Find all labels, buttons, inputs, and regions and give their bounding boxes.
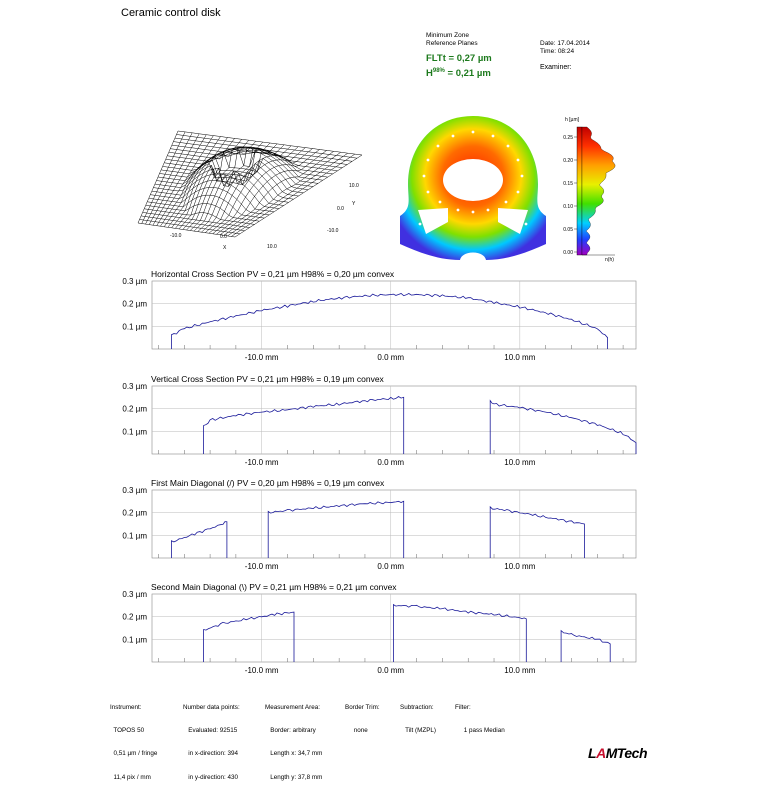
measurement-dot xyxy=(517,191,520,194)
instrument-fringe: 0,51 µm / fringe xyxy=(110,750,158,758)
mesh-line xyxy=(205,148,305,233)
x-tick-label: -10.0 mm xyxy=(244,666,279,675)
area-border: Border: arbitrary xyxy=(265,726,316,734)
x-tick-label: -10.0 mm xyxy=(244,353,279,362)
measurement-dot xyxy=(457,209,460,212)
y-tick-label: 0.1 µm xyxy=(122,427,147,437)
colorbar-tick: 0.15 xyxy=(563,181,573,187)
height-colorbar xyxy=(535,115,635,265)
measurement-dot xyxy=(487,209,490,212)
mesh-line xyxy=(175,138,352,161)
h98-sup: 98% xyxy=(432,68,445,74)
y-tick-label: 0.1 µm xyxy=(122,635,147,645)
measurement-dot xyxy=(452,135,455,138)
instrument-model: TOPOS 50 xyxy=(110,726,145,734)
y-tick-label: 0.2 µm xyxy=(122,612,147,622)
profile-segment-3 xyxy=(561,631,610,662)
colorbar-scale xyxy=(577,127,582,255)
x-tick-label: 0.0 mm xyxy=(377,562,405,571)
y-tick-label: 0.3 µm xyxy=(122,277,147,286)
filter-heading: Filter: xyxy=(455,703,471,711)
measurement-dot xyxy=(505,201,508,204)
chart-title: Second Main Diagonal (\) PV = 0,21 µm H98% = 0,21 µm convex xyxy=(151,582,397,592)
lamtech-logo xyxy=(588,745,647,761)
measurement-dot xyxy=(472,211,475,214)
x-tick-label: -10.0 mm xyxy=(244,562,279,571)
data-points-y: in y-direction: 430 xyxy=(183,773,238,781)
profile-segment-1 xyxy=(204,612,294,662)
y-tick-label: 0.3 µm xyxy=(122,590,147,599)
plot-frame xyxy=(152,490,636,558)
cross-section-chart-2 xyxy=(0,373,767,478)
profile-segment-2 xyxy=(268,501,404,558)
logo-l: L xyxy=(588,745,597,761)
area-length-y: Length y: 37,8 mm xyxy=(265,773,323,781)
measurement-dot xyxy=(439,201,442,204)
x-tick-3: 10.0 xyxy=(267,244,277,250)
mesh-line xyxy=(164,147,318,183)
y-axis-label: Y xyxy=(352,201,356,207)
x-tick-label: 0.0 mm xyxy=(377,666,405,675)
logo-m: M xyxy=(605,745,617,761)
measurement-dot xyxy=(507,145,510,148)
measurement-dot xyxy=(521,175,524,178)
chart-title: Horizontal Cross Section PV = 0,21 µm H98% = 0,20 µm convex xyxy=(151,269,395,279)
mesh-line xyxy=(144,209,254,225)
y-tick-label: 0.2 µm xyxy=(122,404,147,414)
plot-frame xyxy=(152,386,636,454)
mesh-line xyxy=(194,145,284,231)
page-title: Ceramic control disk xyxy=(121,7,221,19)
mesh-line xyxy=(177,135,358,159)
mesh-line xyxy=(220,151,334,235)
mesh-line xyxy=(216,150,326,234)
center-hole xyxy=(443,159,503,201)
footer-subtraction xyxy=(400,688,436,743)
cross-section-chart-1 xyxy=(0,268,767,373)
colorbar-tick: 0.25 xyxy=(563,135,573,141)
ref-line-2: Reference Planes xyxy=(426,40,478,47)
y-tick-label: 0.1 µm xyxy=(122,531,147,541)
mesh-line xyxy=(198,146,292,232)
x-tick-label: 0.0 mm xyxy=(377,458,405,467)
y-tick-label: 0.2 µm xyxy=(122,508,147,518)
time-text: Time: 08:24 xyxy=(540,48,575,55)
border-trim-value: none xyxy=(345,726,368,734)
logo-tech: Tech xyxy=(616,745,648,761)
mesh-line xyxy=(213,150,320,234)
x-tick-2: 0.0 xyxy=(220,234,227,240)
ref-line-1: Minimum Zone xyxy=(426,32,469,39)
measurement-dot xyxy=(517,159,520,162)
colorbar-tick: 0.20 xyxy=(563,158,573,164)
h98-prefix: H xyxy=(426,68,433,80)
x-tick-label: -10.0 mm xyxy=(244,458,279,467)
filter-value: 1 pass Median xyxy=(455,726,505,734)
measurement-dot xyxy=(437,145,440,148)
footer-border-trim xyxy=(345,688,380,743)
y-tick-2: 0.0 xyxy=(337,206,344,212)
y-tick-3: -10.0 xyxy=(327,228,339,234)
measurement-dot xyxy=(427,159,430,162)
measurement-dot xyxy=(423,175,426,178)
y-tick-label: 0.2 µm xyxy=(122,299,147,309)
y-tick-label: 0.3 µm xyxy=(122,382,147,391)
profile-segment-3 xyxy=(490,507,584,558)
footer-measurement-area xyxy=(265,688,322,789)
colorbar-tick: 0.00 xyxy=(563,250,573,256)
plot-frame xyxy=(152,281,636,349)
surface-3d-plot xyxy=(130,125,370,255)
instrument-resolution: 11,4 pix / mm xyxy=(110,773,151,781)
flatness-results xyxy=(426,53,492,80)
y-tick-label: 0.1 µm xyxy=(122,322,147,332)
instrument-heading: Instrument: xyxy=(110,703,142,711)
data-points-x: in x-direction: 394 xyxy=(183,750,238,758)
border-trim-heading: Border Trim: xyxy=(345,703,380,711)
histogram-label: n(h) xyxy=(605,257,614,263)
y-tick-1: 10.0 xyxy=(349,183,359,189)
data-points-heading: Number data points: xyxy=(183,703,240,711)
h98-value xyxy=(426,65,492,80)
chart-title: First Main Diagonal (/) PV = 0,20 µm H98% = 0,19 µm convex xyxy=(151,478,385,488)
profile-segment-2 xyxy=(393,605,526,662)
x-axis-label: X xyxy=(223,245,227,251)
surface-mesh xyxy=(138,131,362,237)
footer-instrument xyxy=(110,688,157,789)
colorbar-tick: 0.10 xyxy=(563,204,573,210)
colorbar-tick: 0.05 xyxy=(563,227,573,233)
x-tick-label: 10.0 mm xyxy=(504,666,536,675)
cross-section-chart-4 xyxy=(0,581,767,686)
area-heading: Measurement Area: xyxy=(265,703,320,711)
y-tick-label: 0.3 µm xyxy=(122,486,147,495)
plot-frame xyxy=(152,594,636,662)
chart-title: Vertical Cross Section PV = 0,21 µm H98% = 0,19 µm convex xyxy=(151,374,384,384)
flt-value: FLTt = 0,27 µm xyxy=(426,53,492,64)
footer-filter xyxy=(455,688,505,743)
measurement-dot xyxy=(472,131,475,134)
topography-map xyxy=(398,112,548,270)
logo-a: A xyxy=(596,745,606,761)
subtraction-value: Tilt (MZPL) xyxy=(400,726,437,734)
colorbar-unit: h [µm] xyxy=(565,117,579,123)
h98-number: = 0,21 µm xyxy=(444,68,491,80)
date-time-info xyxy=(540,40,590,56)
data-points-evaluated: Evaluated: 92515 xyxy=(183,726,238,734)
x-tick-label: 10.0 mm xyxy=(504,562,536,571)
x-tick-label: 0.0 mm xyxy=(377,353,405,362)
date-text: Date: 17.04.2014 xyxy=(540,40,590,47)
profile-segment-1 xyxy=(204,397,404,455)
cross-section-chart-3 xyxy=(0,477,767,582)
x-tick-label: 10.0 mm xyxy=(504,458,536,467)
mesh-line xyxy=(231,154,355,236)
subtraction-heading: Subtraction: xyxy=(400,703,434,711)
measurement-dot xyxy=(419,223,422,226)
reference-planes-info xyxy=(426,32,478,48)
examiner-label: Examiner: xyxy=(540,64,572,71)
height-histogram xyxy=(582,127,615,255)
measurement-dot xyxy=(525,223,528,226)
measurement-dot xyxy=(427,191,430,194)
profile-segment-1 xyxy=(171,294,607,350)
profile-segment-1 xyxy=(171,522,227,558)
measurement-dot xyxy=(492,135,495,138)
footer-data-points xyxy=(183,688,240,789)
area-length-x: Length x: 34,7 mm xyxy=(265,750,323,758)
mesh-line xyxy=(150,180,274,211)
x-tick-1: -10.0 xyxy=(170,233,182,239)
x-tick-label: 10.0 mm xyxy=(504,353,536,362)
